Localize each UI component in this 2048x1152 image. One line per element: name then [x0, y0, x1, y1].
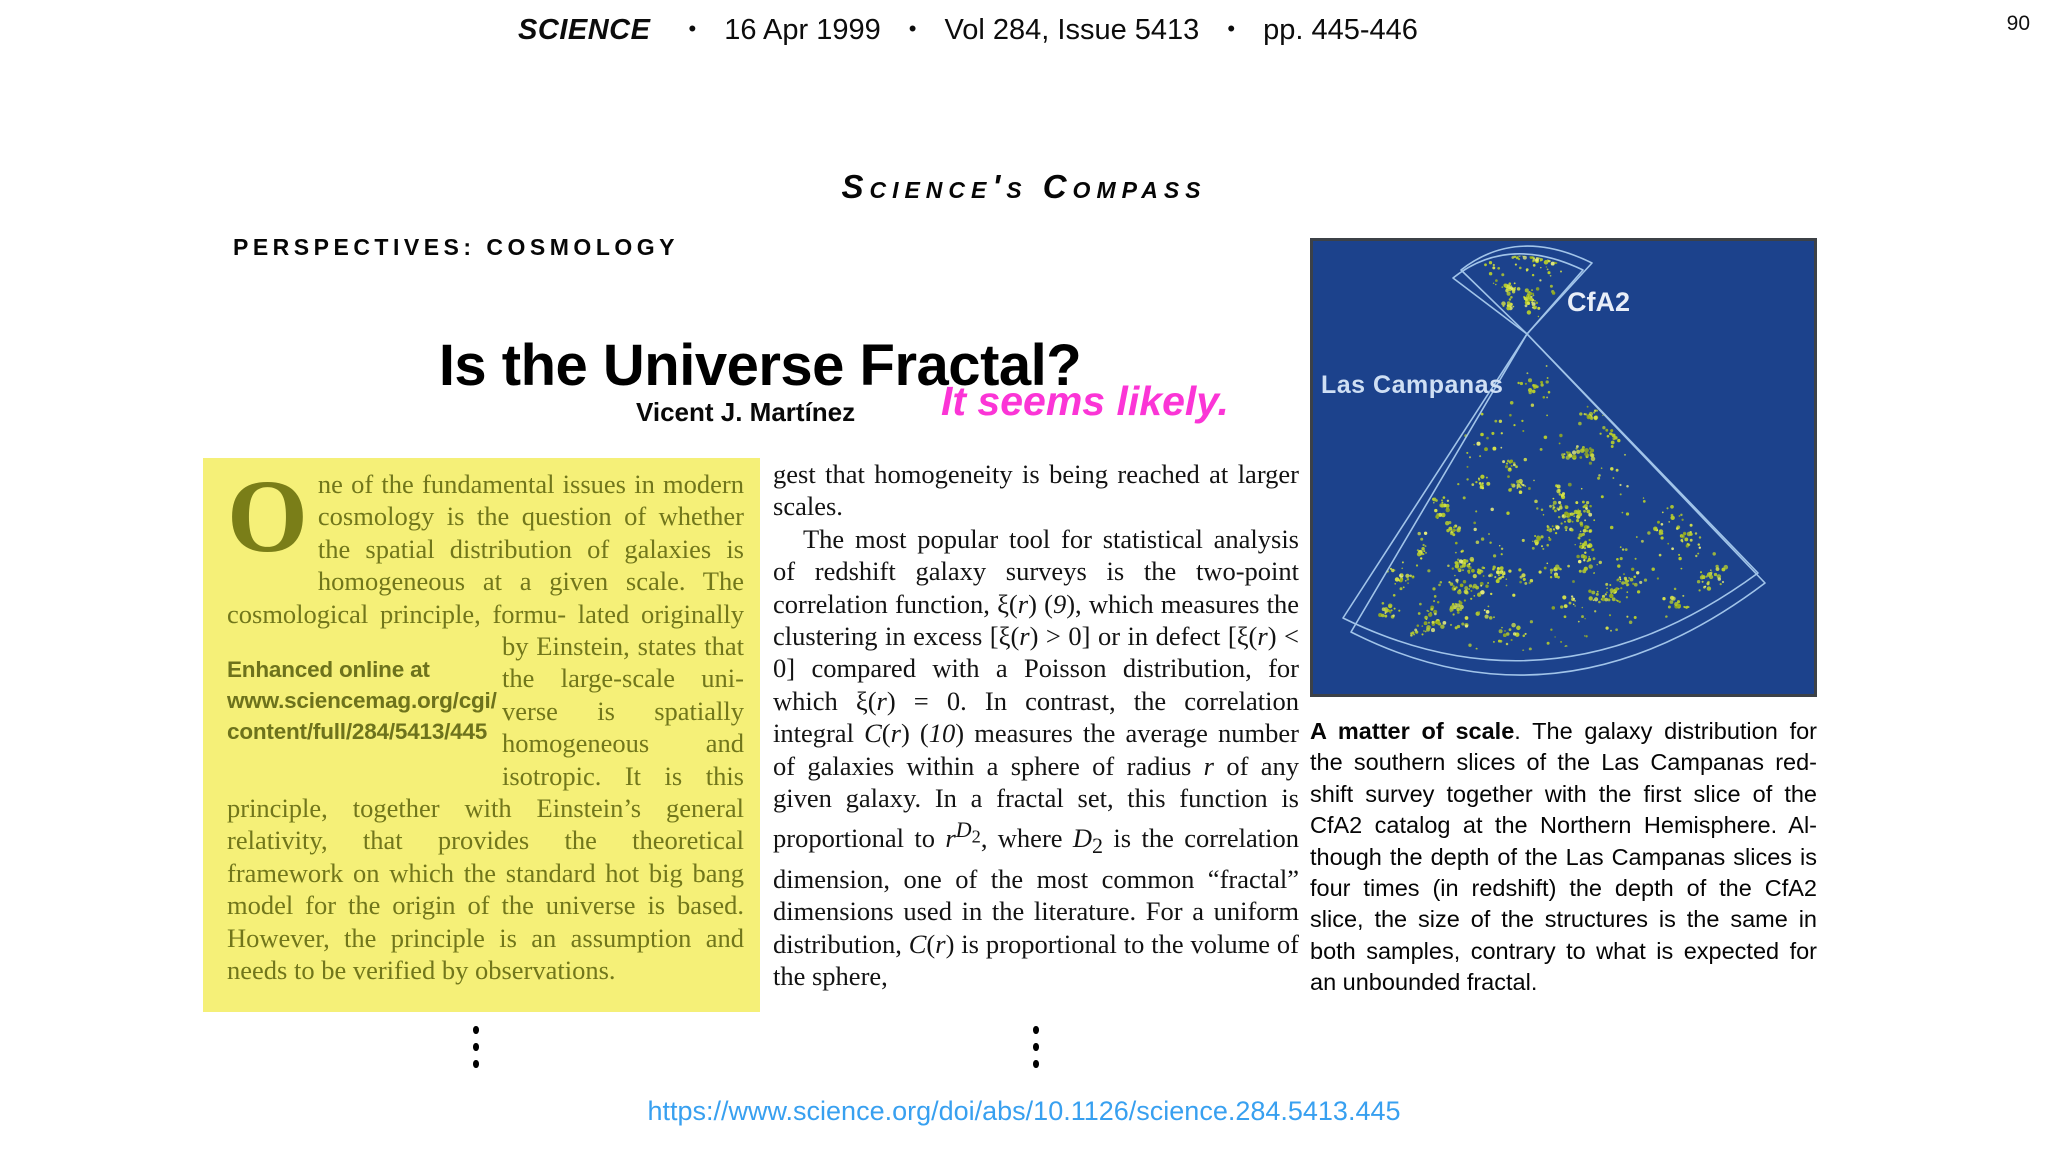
intro-text-rest: lated originally by Einstein, states that the large-scale universe is spatially homogeneous and isotropic. It is this principle, together with Einstein’s general relativity, that provides the theoretical framework on which the standard hot big bang model for the origin of the universe is based. However, the principle is an assumption and needs to be verified by observations.	[227, 598, 744, 986]
figure-caption: A matter of scale. The galaxy distribution for the southern slices of the Las Campanas redshift survey together with the first slice of the CfA2 catalog at the Northern Hemisphere. Although the depth of the Las Campanas slices is four times (in redshift) the depth of the CfA2 slice, the size of the structures is the same in both samples, contrary to what is expected for an unbounded fractal.	[1310, 718, 1817, 996]
article-author: Vicent J. Martínez	[636, 397, 856, 427]
slide-page-number: 90	[2006, 12, 2030, 35]
highlighted-intro-column	[203, 458, 760, 1012]
ellipsis-dot	[1033, 1060, 1039, 1068]
section-heading: Science's Compass	[841, 168, 1207, 205]
ellipsis-dot	[1033, 1043, 1039, 1051]
doi-link[interactable]: https://www.science.org/doi/abs/10.1126/science.284.5413.445	[647, 1096, 1401, 1126]
body-text-column	[773, 458, 1299, 993]
las-campanas-galaxy-dots	[1378, 365, 1728, 658]
journal-header	[0, 14, 1936, 47]
perspectives-kicker: PERSPECTIVES: COSMOLOGY	[233, 234, 679, 260]
enhanced-online-url-line: www.sciencemag.org/cgi/	[227, 688, 497, 714]
intro-text-lead: ne of the fundamental issues in modern cosmology is the question of whether the spatial distribution of galaxies is homogeneous at a given scale. The cosmological principle, formu-	[227, 469, 744, 629]
ellipsis-dot	[473, 1060, 479, 1068]
enhanced-online-url-line: content/full/284/5413/445	[227, 719, 488, 745]
journal-date: 16 Apr 1999	[724, 14, 881, 46]
body-paragraph: The most popular tool for statistical analysis of redshift galaxy surveys is the two-point correlation function, ξ(r) (9), which measures the clustering in excess [ξ(r) > 0] or in defect [ξ(r) < 0] compared with a Poisson distribution, for which ξ(r) = 0. In contrast, the correlation integral C(r) (10) measures the average number of galaxies within a sphere of radius r of any given galaxy. In a fractal set, this function is proportional to $r^{D_2}$, where $D_2$ is the correlation dimension, one of the most common “fractal” dimensions used in the literature. For a uniform distribution, C(r) is proportional to the volume of the sphere,	[773, 523, 1299, 992]
galaxy-survey-figure	[1310, 238, 1817, 697]
journal-volume: Vol 284, Issue 5413	[944, 14, 1200, 46]
body-paragraph: gest that homogeneity is being reached at larger scales.	[773, 459, 1299, 522]
ellipsis-dot	[473, 1026, 479, 1034]
header-bullet-icon: •	[1227, 16, 1236, 41]
doi-link-row	[0, 1096, 2048, 1127]
journal-pages: pp. 445-446	[1263, 14, 1418, 46]
enhanced-online-line: Enhanced online at	[227, 657, 430, 683]
header-bullet-icon: •	[688, 16, 697, 41]
journal-brand: SCIENCE	[518, 14, 651, 46]
handwritten-annotation: It seems likely.	[941, 378, 1229, 424]
continuation-ellipsis	[471, 1026, 481, 1077]
survey-cone-diagram	[1313, 241, 1814, 694]
header-bullet-icon: •	[908, 16, 917, 41]
enhanced-online-note	[227, 630, 497, 788]
cfa2-label: CfA2	[1567, 287, 1631, 317]
article-title: Is the Universe Fractal?	[438, 332, 1082, 398]
continuation-ellipsis	[1031, 1026, 1041, 1077]
ellipsis-dot	[473, 1043, 479, 1051]
figure-block	[1310, 238, 1817, 999]
las-campanas-label: Las Campanas	[1321, 371, 1504, 399]
dropcap-letter: O	[227, 459, 308, 574]
survey-cone-outlines	[1343, 246, 1765, 675]
ellipsis-dot	[1033, 1026, 1039, 1034]
